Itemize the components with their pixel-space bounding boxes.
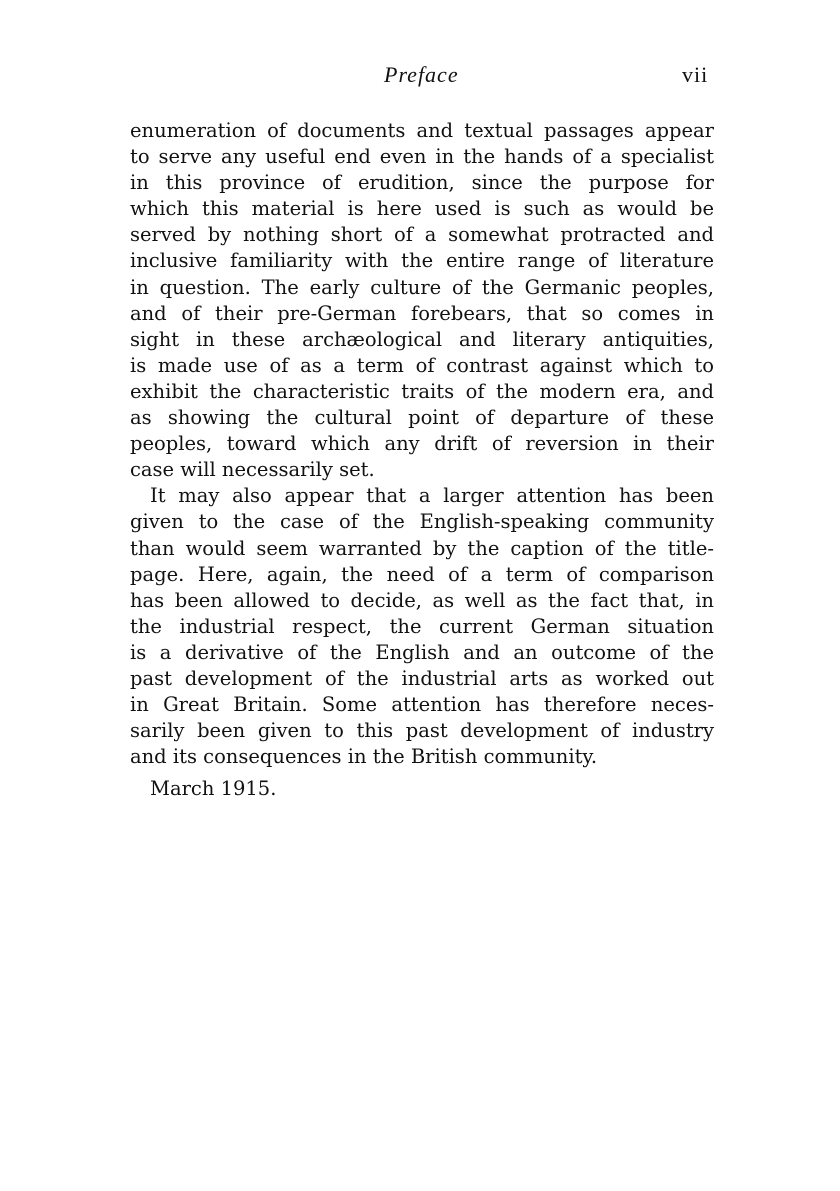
running-head [0, 62, 840, 92]
text-line: peoples, toward which any drift of reversion in their [130, 432, 714, 456]
text-line: case will necessarily set. [130, 458, 375, 482]
text-line: It may also appear that a larger attention has been [150, 484, 714, 508]
text-line: the industrial respect, the current German situation [130, 614, 714, 638]
text-line: which this material is here used is such as would be [130, 197, 714, 221]
text-line: sarily been given to this past development of industry [130, 719, 714, 743]
date-line: March 1915. [150, 777, 277, 801]
text-line: as showing the cultural point of departure of these [130, 406, 714, 430]
text-line: given to the case of the English-speaking community [130, 510, 714, 534]
text-line: and its consequences in the British community. [130, 745, 598, 769]
text-line: page. Here, again, the need of a term of comparison [130, 562, 714, 586]
text-line: in Great Britain. Some attention has therefore neces- [130, 693, 714, 717]
preface-body [130, 118, 714, 802]
paragraph-continued [130, 118, 714, 483]
text-line: has been allowed to decide, as well as the fact that, in [130, 588, 714, 612]
text-line: served by nothing short of a somewhat protracted and [130, 223, 714, 247]
text-line: to serve any useful end even in the hands of a specialist [130, 145, 714, 169]
text-line: than would seem warranted by the caption of the title- [130, 536, 714, 560]
text-line: in this province of erudition, since the purpose for [130, 171, 714, 195]
page-number: vii [682, 62, 709, 87]
text-line: inclusive familiarity with the entire range of literature [130, 249, 714, 273]
paragraph-second [130, 483, 714, 770]
text-line: sight in these archæological and literary antiquities, [130, 327, 714, 351]
running-title: Preface [384, 62, 459, 87]
text-line: in question. The early culture of the Germanic peoples, [130, 275, 714, 299]
text-line: is made use of as a term of contrast against which to [130, 353, 714, 377]
text-line: is a derivative of the English and an outcome of the [130, 640, 714, 664]
text-line: exhibit the characteristic traits of the modern era, and [130, 379, 714, 403]
text-line: enumeration of documents and textual passages appear [130, 119, 714, 142]
text-line: and of their pre-German forebears, that so comes in [130, 301, 714, 325]
text-line: past development of the industrial arts as worked out [130, 666, 714, 690]
